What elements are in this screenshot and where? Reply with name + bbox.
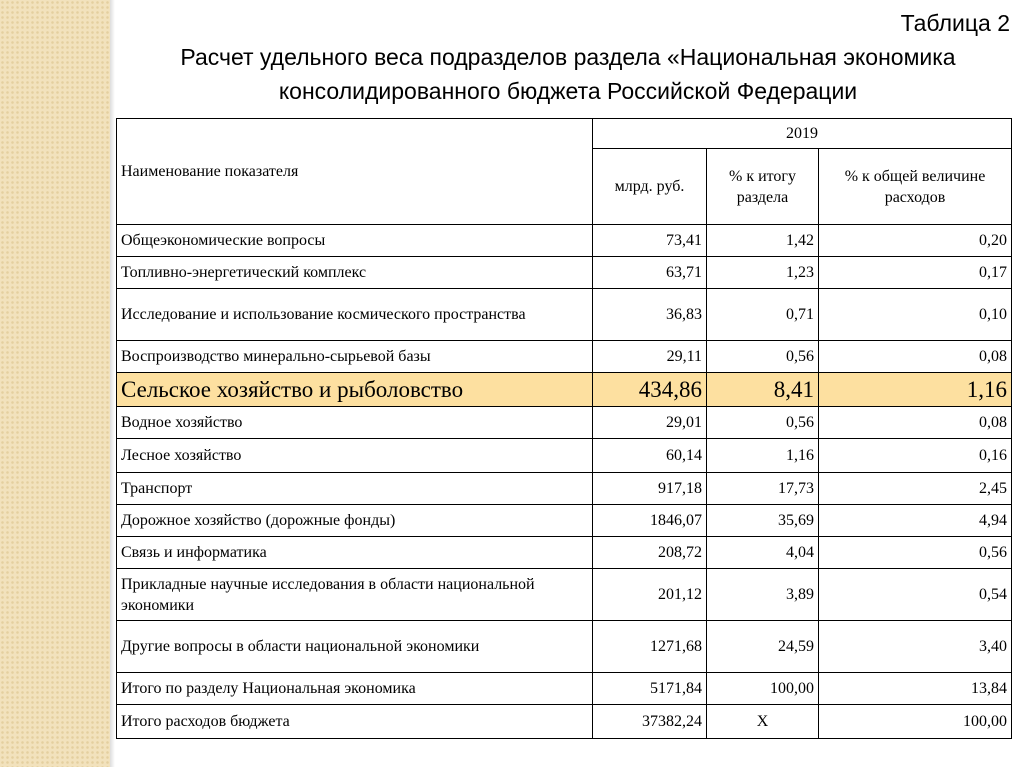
row-name: Прикладные научные исследования в области национальной экономики bbox=[117, 569, 593, 621]
row-pct-total: 100,00 bbox=[819, 705, 1012, 739]
row-value-bn-rub: 201,12 bbox=[593, 569, 707, 621]
row-pct-total: 13,84 bbox=[819, 673, 1012, 705]
row-pct-total: 0,54 bbox=[819, 569, 1012, 621]
row-pct-section: 35,69 bbox=[707, 505, 819, 537]
table-row bbox=[117, 439, 1012, 473]
row-pct-section: 4,04 bbox=[707, 537, 819, 569]
row-name: Транспорт bbox=[117, 473, 593, 505]
table-row bbox=[117, 341, 1012, 373]
row-pct-total: 0,16 bbox=[819, 439, 1012, 473]
row-pct-total: 0,56 bbox=[819, 537, 1012, 569]
row-pct-section: 8,41 bbox=[707, 373, 819, 407]
table-row bbox=[117, 289, 1012, 341]
row-name: Итого расходов бюджета bbox=[117, 705, 593, 739]
row-value-bn-rub: 37382,24 bbox=[593, 705, 707, 739]
row-pct-section: 0,56 bbox=[707, 341, 819, 373]
row-name: Итого по разделу Национальная экономика bbox=[117, 673, 593, 705]
row-value-bn-rub: 29,11 bbox=[593, 341, 707, 373]
row-pct-section: 1,42 bbox=[707, 225, 819, 257]
row-value-bn-rub: 63,71 bbox=[593, 257, 707, 289]
row-name: Другие вопросы в области национальной экономики bbox=[117, 621, 593, 673]
row-pct-section: 0,56 bbox=[707, 407, 819, 439]
row-value-bn-rub: 208,72 bbox=[593, 537, 707, 569]
row-value-bn-rub: 73,41 bbox=[593, 225, 707, 257]
row-pct-total: 0,17 bbox=[819, 257, 1012, 289]
table-row bbox=[117, 257, 1012, 289]
row-pct-total: 4,94 bbox=[819, 505, 1012, 537]
row-pct-total: 0,20 bbox=[819, 225, 1012, 257]
header-col2: % к итогу раздела bbox=[707, 149, 819, 225]
strip-shadow bbox=[110, 0, 115, 767]
row-value-bn-rub: 60,14 bbox=[593, 439, 707, 473]
row-value-bn-rub: 5171,84 bbox=[593, 673, 707, 705]
row-pct-section: 17,73 bbox=[707, 473, 819, 505]
row-pct-total: 2,45 bbox=[819, 473, 1012, 505]
header-year: 2019 bbox=[593, 119, 1012, 149]
row-value-bn-rub: 29,01 bbox=[593, 407, 707, 439]
table-row bbox=[117, 673, 1012, 705]
row-value-bn-rub: 1271,68 bbox=[593, 621, 707, 673]
table-row bbox=[117, 505, 1012, 537]
row-name: Сельское хозяйство и рыболовство bbox=[117, 373, 593, 407]
row-name: Общеэкономические вопросы bbox=[117, 225, 593, 257]
table-row bbox=[117, 705, 1012, 739]
table-row bbox=[117, 225, 1012, 257]
row-name: Связь и информатика bbox=[117, 537, 593, 569]
row-pct-total: 1,16 bbox=[819, 373, 1012, 407]
row-name: Топливно-энергетический комплекс bbox=[117, 257, 593, 289]
row-pct-total: 0,08 bbox=[819, 407, 1012, 439]
row-name: Воспроизводство минерально-сырьевой базы bbox=[117, 341, 593, 373]
header-col3: % к общей величине расходов bbox=[819, 149, 1012, 225]
row-pct-section: 0,71 bbox=[707, 289, 819, 341]
row-pct-section: X bbox=[707, 705, 819, 739]
table-row bbox=[117, 407, 1012, 439]
row-value-bn-rub: 434,86 bbox=[593, 373, 707, 407]
row-pct-section: 1,16 bbox=[707, 439, 819, 473]
row-value-bn-rub: 917,18 bbox=[593, 473, 707, 505]
row-name: Лесное хозяйство bbox=[117, 439, 593, 473]
header-name: Наименование показателя bbox=[117, 119, 593, 225]
decorative-side-strip bbox=[0, 0, 110, 767]
row-pct-section: 1,23 bbox=[707, 257, 819, 289]
row-value-bn-rub: 1846,07 bbox=[593, 505, 707, 537]
table-number: Таблица 2 bbox=[900, 10, 1010, 36]
budget-table bbox=[116, 118, 1012, 739]
header-col1: млрд. руб. bbox=[593, 149, 707, 225]
row-value-bn-rub: 36,83 bbox=[593, 289, 707, 341]
row-pct-section: 3,89 bbox=[707, 569, 819, 621]
row-pct-section: 100,00 bbox=[707, 673, 819, 705]
row-pct-total: 0,08 bbox=[819, 341, 1012, 373]
table-row bbox=[117, 621, 1012, 673]
table-row bbox=[117, 537, 1012, 569]
table-row bbox=[117, 569, 1012, 621]
table-row-highlighted bbox=[117, 373, 1012, 407]
row-name: Исследование и использование космического пространства bbox=[117, 289, 593, 341]
table-row bbox=[117, 473, 1012, 505]
row-name: Дорожное хозяйство (дорожные фонды) bbox=[117, 505, 593, 537]
row-name: Водное хозяйство bbox=[117, 407, 593, 439]
row-pct-total: 0,10 bbox=[819, 289, 1012, 341]
row-pct-total: 3,40 bbox=[819, 621, 1012, 673]
row-pct-section: 24,59 bbox=[707, 621, 819, 673]
page-title: Расчет удельного веса подразделов раздела «Национальная экономика консолидированного бюджета Российской Федерации bbox=[180, 44, 956, 104]
